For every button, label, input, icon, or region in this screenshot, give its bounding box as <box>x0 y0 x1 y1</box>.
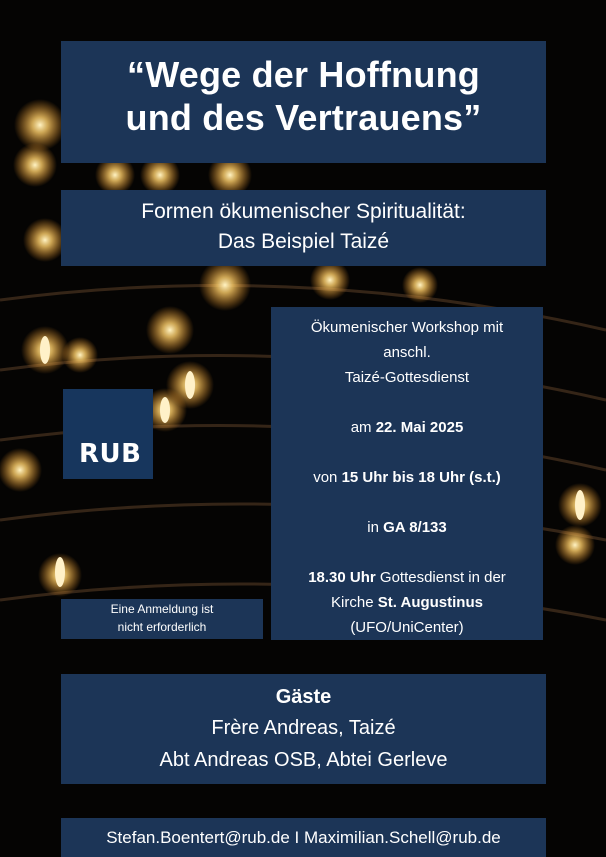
guests-panel <box>61 674 546 784</box>
note-line-2: nicht erforderlich <box>117 620 207 634</box>
subtitle-banner <box>61 190 546 266</box>
guest-2: Abt Andreas OSB, Abtei Gerleve <box>159 749 448 771</box>
event-time-value: 15 Uhr bis 18 Uhr (s.t.) <box>341 469 501 486</box>
event-time: von 15 Uhr bis 18 Uhr (s.t.) <box>313 469 501 486</box>
contact-emails: Stefan.Boentert@rub.de I Maximilian.Schell@rub.de <box>106 828 501 847</box>
rub-logo-text: RUB <box>79 439 142 469</box>
event-room: in GA 8/133 <box>367 519 447 536</box>
registration-note <box>61 599 263 639</box>
service-time: 18.30 Uhr Gottesdienst in der <box>308 569 506 586</box>
rub-logo <box>63 389 153 479</box>
event-room-value: GA 8/133 <box>383 519 447 536</box>
contact-banner <box>61 818 546 857</box>
service-church: Kirche St. Augustinus <box>331 594 483 611</box>
event-info-panel <box>271 307 543 640</box>
workshop-line-2: anschl. <box>383 344 431 361</box>
subtitle-line-1: Formen ökumenischer Spiritualität: <box>141 200 466 223</box>
title-line-2: und des Vertrauens” <box>125 97 482 138</box>
church-location: (UFO/UniCenter) <box>350 619 464 636</box>
event-date: am 22. Mai 2025 <box>350 419 464 436</box>
subtitle-line-2: Das Beispiel Taizé <box>217 230 390 253</box>
church-name: St. Augustinus <box>377 594 483 611</box>
event-date-value: 22. Mai 2025 <box>375 419 464 436</box>
workshop-line-1: Ökumenischer Workshop mit <box>310 319 504 336</box>
title-banner <box>61 41 546 163</box>
guests-heading: Gäste <box>275 686 332 708</box>
service-time-value: 18.30 Uhr <box>308 569 376 586</box>
guest-1: Frère Andreas, Taizé <box>211 717 396 739</box>
workshop-line-3: Taizé-Gottesdienst <box>344 369 470 386</box>
note-line-1: Eine Anmeldung ist <box>110 602 214 616</box>
title-line-1: “Wege der Hoffnung <box>127 54 480 95</box>
